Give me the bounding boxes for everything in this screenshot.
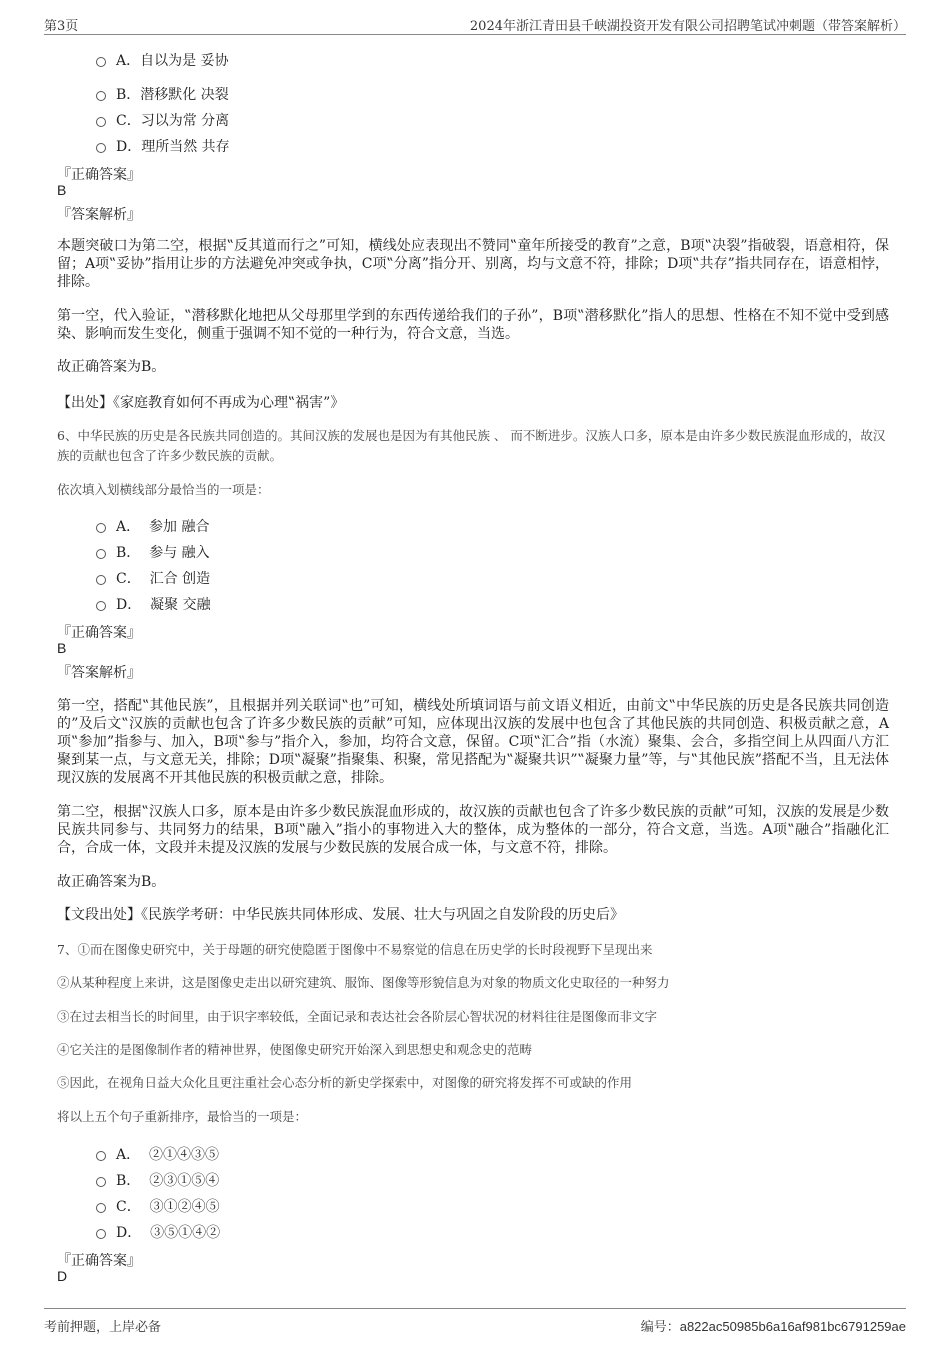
analysis-label: 『答案解析』 [57,207,141,223]
question-prompt: 依次填入划横线部分最恰当的一项是： [57,482,270,497]
question-prompt: 将以上五个句子重新排序，最恰当的一项是： [57,1109,308,1124]
source-citation: 【文段出处】《民族学考研：中华民族共同体形成、发展、壮大与巩固之自发阶段的历史后》 [57,907,624,923]
sentence-5: ⑤因此，在视角日益大众化且更注重社会心态分析的新史学探索中，对图像的研究将发挥不可或缺的作用 [57,1075,633,1090]
radio-icon[interactable] [96,575,106,585]
option-b[interactable]: B． 参与 融入 [96,542,210,562]
option-d[interactable]: D． ③⑤①④② [96,1222,220,1242]
answer-label: 『正确答案』 [57,167,141,183]
sentence-1: 7、①而在图像史研究中，关于母题的研究使隐匿于图像中不易察觉的信息在历史学的长时段视野下呈现出来 [57,942,653,957]
analysis-conclusion: 故正确答案为B。 [57,359,166,375]
option-d[interactable]: D．理所当然 共存 [96,136,230,156]
option-c[interactable]: C． ③①②④⑤ [96,1196,220,1216]
answer-label: 『正确答案』 [57,1253,141,1269]
sentence-4: ④它关注的是图像制作者的精神世界，使图像史研究开始深入到思想史和观念史的范畴 [57,1042,533,1057]
question-stem: 6、中华民族的历史是各民族共同创造的。其间汉族的发展也是因为有其他民族 、 而不断进步。汉族人口多，原本是由许多少数民族混血形成的，故汉族的贡献也包含了许多少数民族的贡献。 [57,428,886,463]
option-a[interactable]: A． ②①④③⑤ [96,1144,219,1164]
radio-icon[interactable] [96,549,106,559]
radio-icon[interactable] [96,1229,106,1239]
analysis-paragraph: 第一空，代入验证，‟潜移默化地把从父母那里学到的东西传递给我们的子孙”，B项‟潜移默化”指人的思想、性格在不知不觉中受到感染、影响而发生变化，侧重于强调不知不觉的一种行为，符合文意，当选。 [57,308,889,342]
radio-icon[interactable] [96,1177,106,1187]
sentence-3: ③在过去相当长的时间里，由于识字率较低，全面记录和表达社会各阶层心智状况的材料往往是图像而非文字 [57,1009,658,1024]
option-b[interactable]: B． ②③①⑤④ [96,1170,219,1190]
page-header [44,12,906,35]
option-text: 潜移默化 决裂 [140,87,229,103]
option-text: 凝聚 交融 [150,597,211,613]
analysis-paragraph: 本题突破口为第二空，根据‟反其道而行之”可知，横线处应表现出不赞同‟童年所接受的教育”之意，B项‟决裂”指破裂，语意相符，保留；A项‟妥协”指用让步的方法避免冲突或争执，C项‟分离”指分开、别离，均与文意不符，排除；D项‟共存”指共同存在，语意相悖，排除。 [57,238,889,290]
option-text: 汇合 创造 [149,571,211,587]
radio-icon[interactable] [96,523,106,533]
correct-answer: D [57,1268,68,1284]
analysis-paragraph: 第一空，搭配‟其他民族”，且根据并列关联词‟也”可知，横线处所填词语与前文语义相近，由前文‟中华民族的历史是各民族共同创造的”及后文‟汉族的贡献也包含了许多少数民族的贡献”可知，应体现出汉族的发展中也包含了其他民族的共同创造、积极贡献之意，A项‟参加”指参与、加入，B项‟参与”指介入，参加，均符合文意，保留。C项‟汇合”指（水流）聚集、会合，多指空间上从四面八方汇聚到某一点，与文意无关，排除；D项‟凝聚”指聚集、积聚，常见搭配为‟凝聚共识”‟凝聚力量”等，与‟其他民族”搭配不当，且无法体现汉族的发展离不开其他民族的积极贡献之意，排除。 [57,698,889,786]
option-text: ③①②④⑤ [149,1199,220,1215]
option-a[interactable]: A． 参加 融合 [96,516,209,536]
option-text: 自以为是 妥协 [140,53,229,69]
option-text: ③⑤①④② [150,1225,221,1241]
analysis-conclusion: 故正确答案为B。 [57,874,166,890]
analysis-label: 『答案解析』 [57,665,141,681]
option-c[interactable]: C．习以为常 分离 [96,110,229,130]
option-text: 参与 融入 [149,545,210,561]
radio-icon[interactable] [96,117,106,127]
footer-slogan: 考前押题，上岸必备 [44,1320,162,1335]
page-footer [44,1308,906,1337]
radio-icon[interactable] [96,1151,106,1161]
radio-icon[interactable] [96,143,106,153]
document-title: 2024年浙江青田县千峡湖投资开发有限公司招聘笔试冲刺题（带答案解析） [469,19,906,34]
radio-icon[interactable] [96,91,106,101]
page-number: 第3页 [44,19,79,34]
option-a[interactable]: A．自以为是 妥协 [96,50,229,70]
radio-icon[interactable] [96,1203,106,1213]
option-text: ②③①⑤④ [149,1173,220,1189]
option-b[interactable]: B．潜移默化 决裂 [96,84,229,104]
option-text: 理所当然 共存 [141,139,230,155]
option-text: 习以为常 分离 [140,113,230,129]
answer-label: 『正确答案』 [57,625,141,641]
sentence-2: ②从某种程度上来讲，这是图像史走出以研究建筑、服饰、图像等形貌信息为对象的物质文化史取径的一种努力 [57,975,670,990]
option-text: ②①④③⑤ [149,1147,220,1163]
document-code: 编号：a822ac50985b6a16af981bc6791259ae [640,1319,906,1335]
correct-answer: B [57,640,67,656]
source-citation: 【出处】《家庭教育如何不再成为心理‟祸害”》 [57,395,345,411]
correct-answer: B [57,182,67,198]
option-c[interactable]: C． 汇合 创造 [96,568,210,588]
radio-icon[interactable] [96,57,106,67]
radio-icon[interactable] [96,601,106,611]
analysis-paragraph: 第二空，根据‟汉族人口多，原本是由许多少数民族混血形成的，故汉族的贡献也包含了许多少数民族的贡献”可知，汉族的发展是少数民族共同参与、共同努力的结果，B项‟融入”指小的事物进入大的整体，成为整体的一部分，符合文意，当选。A项‟融合”指融化汇合，合成一体，文段并未提及汉族的发展与少数民族的发展合成一体，与文意不符，排除。 [57,804,889,856]
option-d[interactable]: D． 凝聚 交融 [96,594,211,614]
option-text: 参加 融合 [149,519,210,535]
